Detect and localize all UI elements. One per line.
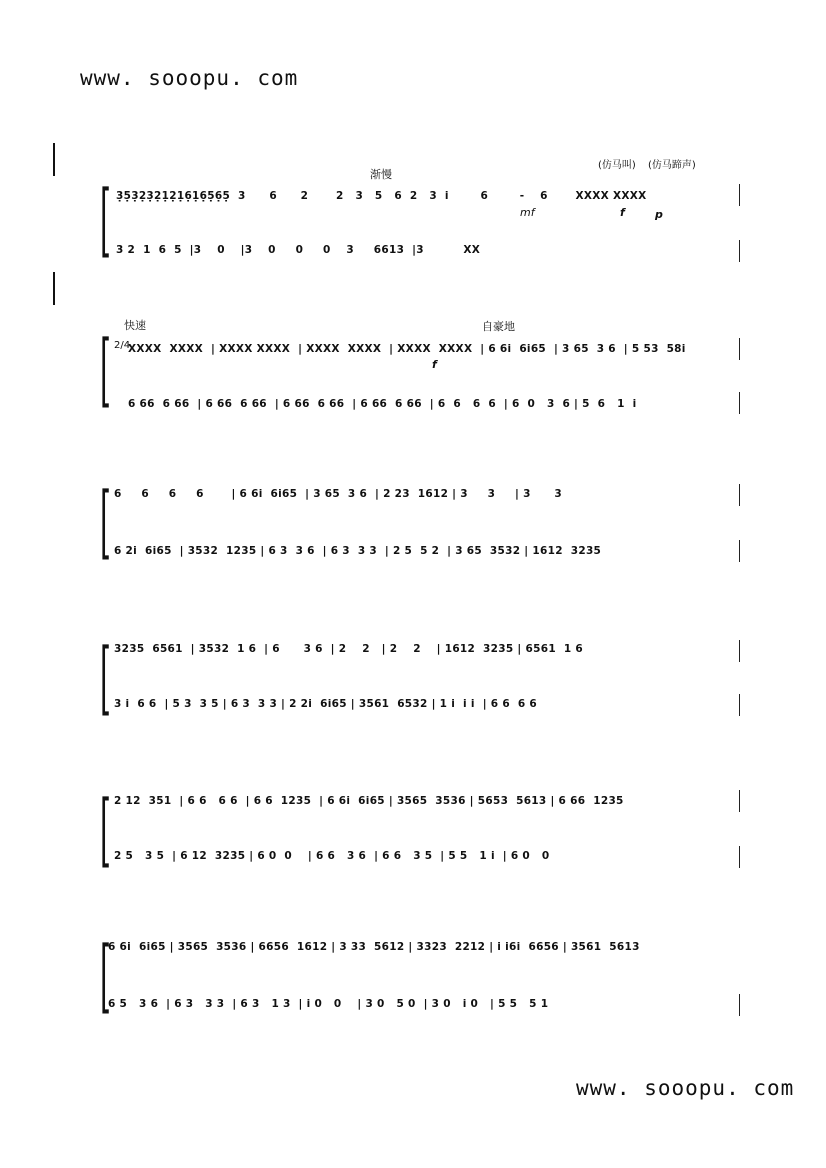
upper-staff-notes: 3̣5̣3̣2̣3̣2̣1̣2̣1̣6̣1̣6̣5̣6̣5̣ 3 6 2 2 3 5 6 2 3 i 6 - 6 XXXX XXXX xyxy=(116,190,647,202)
lower-staff-notes: 6 5 3 6 | 6 3 3 3 | 6 3 1 3 | i 0 0 | 3 0 5 0 | 3 0 i 0 | 5 5 5 1 xyxy=(108,998,549,1010)
left-margin-rule xyxy=(53,143,55,176)
barline xyxy=(739,392,740,414)
dynamic-p: p xyxy=(655,208,663,221)
system-brace: [ xyxy=(100,323,111,416)
barline xyxy=(739,694,740,716)
lower-staff-notes: 3 2 1 6 5 |3 0 |3 0 0 0 3 6613 |3 XX xyxy=(116,244,481,256)
left-margin-rule xyxy=(53,272,55,305)
upper-staff-notes: 6 6 6 6 | 6 6i 6i65 | 3 65 3 6 | 2 23 1612 | 3 3 | 3 3 xyxy=(114,488,563,500)
barline xyxy=(739,484,740,506)
barline xyxy=(739,640,740,662)
system-brace: [ xyxy=(100,475,111,568)
lower-staff-notes: 6 66 6 66 | 6 66 6 66 | 6 66 6 66 | 6 66 6 66 | 6 6 6 6 | 6 0 3 6 | 5 6 1 i xyxy=(128,398,637,410)
upper-staff-notes: 6 6i 6i65 | 3565 3536 | 6656 1612 | 3 33 5612 | 3323 2212 | i i6i 6656 | 3561 5613 xyxy=(108,941,640,953)
dynamic-f: f xyxy=(620,206,625,219)
system-brace: [ xyxy=(100,631,111,724)
barline xyxy=(739,790,740,812)
barline xyxy=(739,846,740,868)
barline xyxy=(739,184,740,206)
tempo-marking: 快速 xyxy=(124,319,146,332)
dynamic-f: f xyxy=(432,358,437,371)
time-signature: 2/4 xyxy=(114,340,131,351)
upper-staff-notes: XXXX XXXX | XXXX XXXX | XXXX XXXX | XXXX XXXX | 6 6i 6i65 | 3 65 3 6 | 5 53 58i xyxy=(128,343,686,355)
system-brace: [ xyxy=(100,783,111,876)
system-brace: [ xyxy=(100,173,111,266)
barline xyxy=(739,240,740,262)
lower-staff-notes: 3 i 6 6 | 5 3 3 5 | 6 3 3 3 | 2 2i 6i65 | 3561 6532 | 1 i i i | 6 6 6 6 xyxy=(114,698,538,710)
tempo-marking: 渐慢 xyxy=(370,168,392,181)
performance-note: (仿马叫) xyxy=(598,160,636,171)
watermark-top: www. sooopu. com xyxy=(80,66,299,90)
performance-note: (仿马蹄声) xyxy=(648,160,696,171)
barline xyxy=(739,338,740,360)
system-brace: [ xyxy=(100,929,111,1022)
barline xyxy=(739,540,740,562)
lower-staff-notes: 2 5 3 5 | 6 12 3235 | 6 0 0 | 6 6 3 6 | 6 6 3 5 | 5 5 1 i | 6 0 0 xyxy=(114,850,550,862)
lower-staff-notes: 6 2i 6i65 | 3532 1235 | 6 3 3 6 | 6 3 3 3 | 2 5 5 2 | 3 65 3532 | 1612 3235 xyxy=(114,545,602,557)
upper-staff-notes: 2 12 351 | 6 6 6 6 | 6 6 1235 | 6 6i 6i65 | 3565 3536 | 5653 5613 | 6 66 1235 xyxy=(114,795,624,807)
expression-marking: 自豪地 xyxy=(482,320,515,333)
upper-staff-notes: 3235 6561 | 3532 1 6 | 6 3 6 | 2 2 | 2 2 | 1612 3235 | 6561 1 6 xyxy=(114,643,584,655)
watermark-bottom: www. sooopu. com xyxy=(576,1076,795,1100)
barline xyxy=(739,994,740,1016)
dynamic-mf: mf xyxy=(520,206,535,219)
